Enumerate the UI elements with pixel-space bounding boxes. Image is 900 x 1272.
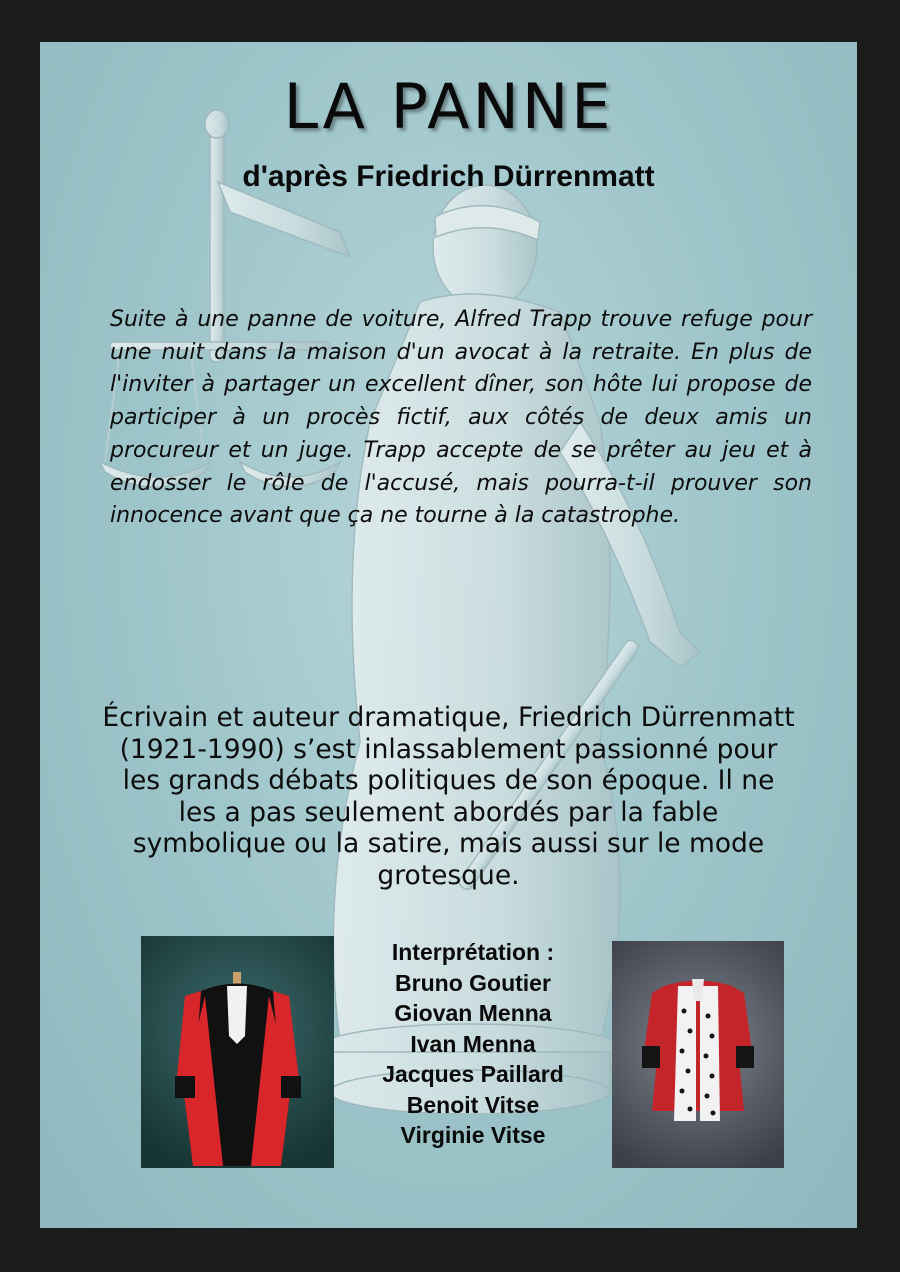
cast-list	[346, 937, 600, 1151]
lawyer-robe-photo	[141, 936, 334, 1168]
cast-member: Jacques Paillard	[382, 1061, 564, 1087]
poster-title: LA PANNE	[283, 70, 614, 143]
author-bio-text: Écrivain et auteur dramatique, Friedrich Dürrenmatt (1921-1990) s’est inlassablement passionné pour les grands débats politiques de son époque. Il ne les a pas seulement abordés par la fable symbolique ou la satire, mais aussi sur le mode grotesque.	[102, 702, 795, 891]
lawyer-robe-illustration	[141, 936, 334, 1168]
judge-robe-illustration	[612, 941, 784, 1168]
cast-heading: Interprétation :	[391, 939, 555, 965]
cast-member: Ivan Menna	[410, 1030, 536, 1057]
judge-robe-photo	[612, 941, 784, 1168]
cast-member: Giovan Menna	[394, 1000, 552, 1026]
poster	[40, 42, 857, 1228]
cast-member: Virginie Vitse	[400, 1122, 546, 1148]
poster-subtitle: d'après Friedrich Dürrenmatt	[242, 160, 655, 193]
synopsis-text: Suite à une panne de voiture, Alfred Trapp trouve refuge pour une nuit dans la maison d'un avocat à la retraite. En plus de l'inviter à partager un excellent dîner, son hôte lui propose de participer à un procès fictif, aux côtés de deux amis un procureur et un juge. Trapp accepte de se prêter au jeu et à endosser le rôle de l'accusé, mais pourra-t-il prouver son innocence avant que ça ne tourne à la catastrophe.	[110, 307, 812, 529]
cast-member: Bruno Goutier	[395, 969, 551, 996]
cast-member: Benoit Vitse	[406, 1091, 540, 1118]
